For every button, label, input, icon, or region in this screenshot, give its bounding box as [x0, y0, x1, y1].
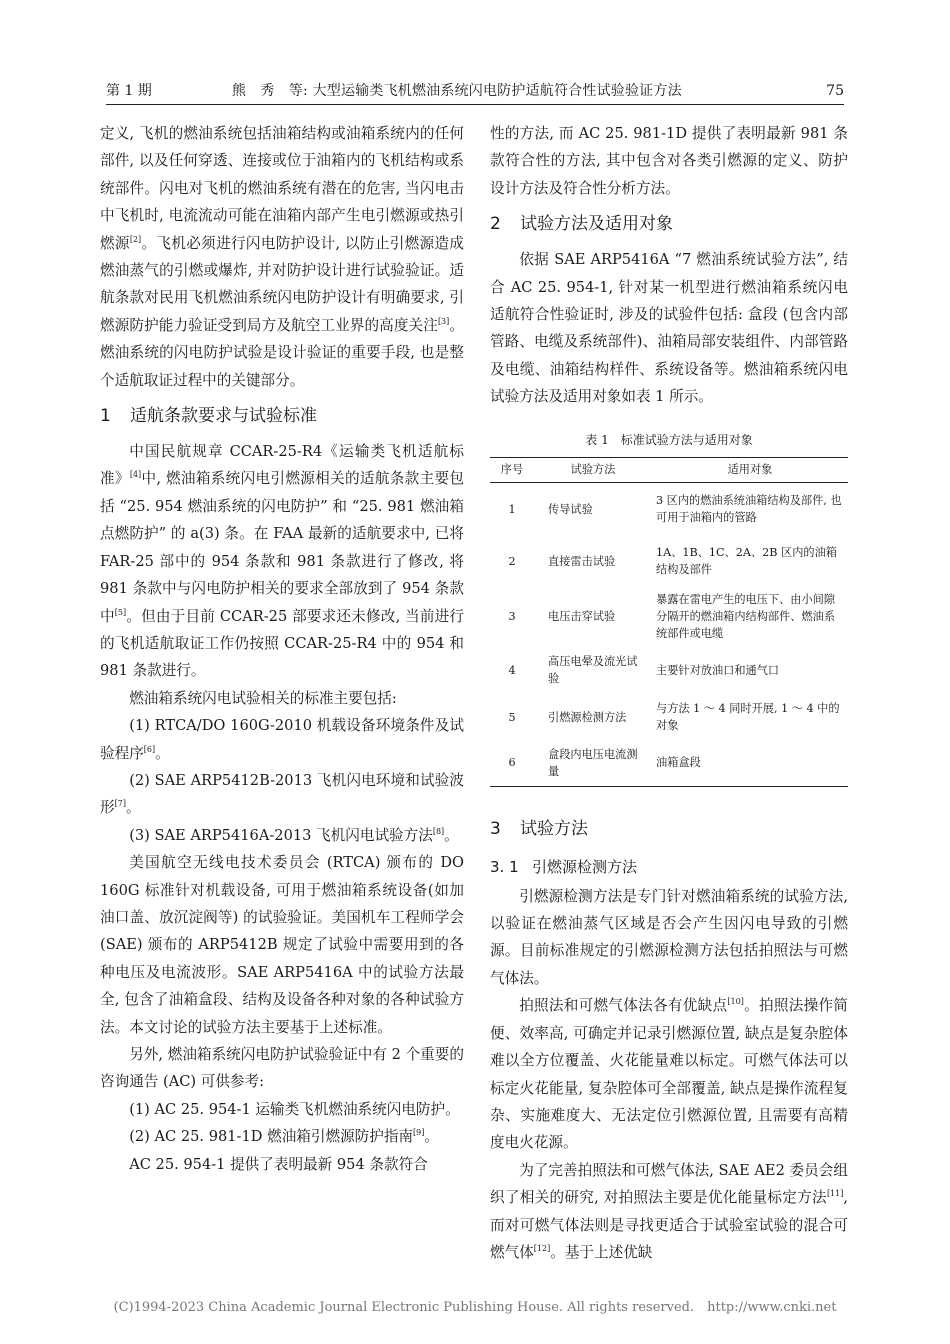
table-cell-no: 2: [508, 554, 516, 568]
table-row: [490, 586, 848, 646]
citation: [4]: [129, 470, 142, 480]
table-caption: 表 1 标准试验方法与适用对象: [585, 432, 753, 447]
table-cell-no: 3: [508, 609, 516, 623]
table-cell-method: 传导试验: [548, 502, 593, 516]
subsection-heading: 3. 1 引燃源检测方法: [490, 857, 638, 876]
left-column: [100, 120, 464, 1178]
methods-table: [490, 457, 848, 787]
list-item: (2) AC 25. 981-1D 燃油箱引燃源防护指南[9]。: [129, 1128, 439, 1146]
copyright-footer: (C)1994-2023 China Academic Journal Electronic Publishing House. All rights reserved. http://www.cnki.net: [113, 1300, 837, 1315]
citation: [8]: [432, 826, 445, 836]
table-cell-target: 1A、1B、1C、2A、2B 区内的油箱结构及部件: [656, 546, 837, 577]
paragraph: 另外, 燃油箱系统闪电防护试验验证中有 2 个重要的咨询通告 (AC) 可供参考:: [100, 1046, 464, 1091]
table-cell-method: 盒段内电压电流测量: [548, 747, 638, 778]
paragraph: 燃油箱系统闪电试验相关的标准主要包括:: [129, 689, 397, 707]
table-cell-target: 与方法 1 ～ 4 同时开展, 1 ～ 4 中的对象: [656, 702, 840, 733]
paragraph: 拍照法和可燃气体法各有优缺点[10]。拍照法操作简便、效率高, 可确定并记录引燃源位置, 缺点是复杂腔体难以全方位覆盖、火花能量难以标定。可燃气体法可以标定火花能量, 复杂腔体可全部覆盖, 缺点是操作流程复杂、实施难度大、无法定位引燃源位置, 且需要有高精度电火花源。: [490, 997, 848, 1152]
citation: [11]: [826, 1189, 844, 1199]
table-header-cell: 序号: [500, 463, 524, 477]
paragraph: AC 25. 954-1 提供了表明最新 954 条款符合: [129, 1155, 428, 1173]
table-cell-method: 引燃源检测方法: [548, 710, 627, 724]
list-item: (1) AC 25. 954-1 运输类飞机燃油系统闪电防护。: [129, 1100, 460, 1118]
table-row: [490, 536, 848, 586]
table-cell-method: 直接雷击试验: [548, 554, 616, 568]
paragraph: 性的方法, 而 AC 25. 981-1D 提供了表明最新 981 条款符合性的方法, 其中包含对各类引燃源的定义、防护设计方法及符合性分析方法。: [490, 125, 848, 197]
table-cell-method: 高压电晕及流光试验: [548, 655, 638, 686]
table-header-cell: 适用对象: [727, 463, 773, 477]
table-cell-no: 5: [508, 710, 516, 724]
list-item: (2) SAE ARP5412B-2013 飞机闪电环境和试验波形[7]。: [100, 771, 464, 817]
paragraph: 中国民航规章 CCAR-25-R4《运输类飞机适航标准》[4]中, 燃油箱系统闪电引燃源相关的适航条款主要包括 “25. 954 燃油系统的闪电防护” 和 “25. 981 燃油箱点燃防护” 的 a(3) 条。在 FAA 最新的适航要求中, 已将 FAR-25 部中的 954 条款和 981 条款进行了修改, 将 981 条款中与闪电防护相关的要求全部放到了 954 条款中[5]。但由于目前 CCAR-25 部要求还未修改, 当前进行的飞机适航取证工作仍按照 CCAR-25-R4 中的 954 和 981 条款进行。: [100, 443, 464, 680]
citation: [9]: [413, 1128, 425, 1138]
citation: [2]: [129, 234, 142, 244]
paragraph: 引燃源检测方法是专门针对燃油箱系统的试验方法, 以验证在燃油蒸气区域是否会产生因闪电导致的引燃源。目前标准规定的引燃源检测方法包括拍照法与可燃气体法。: [490, 887, 848, 987]
table-row: [490, 740, 848, 786]
table-cell-target: 3 区内的燃油系统油箱结构及部件, 也可用于油箱内的管路: [656, 494, 842, 525]
paragraph: 美国航空无线电技术委员会 (RTCA) 颁布的 DO 160G 标准针对机载设备, 可用于燃油箱系统设备(如加油口盖、放沉淀阀等) 的试验验证。美国机车工程师学会 (SAE) 颁布的 ARP5412B 规定了试验中需要用到的各种电压及电流波形。SAE ARP5416A 中的试验方法最全, 包含了油箱盒段、结构及设备各种对象的各种试验方法。本文讨论的试验方法主要基于上述标准。: [100, 854, 464, 1036]
table-row: [490, 482, 848, 536]
citation: [5]: [114, 607, 127, 617]
table-cell-target: 主要针对放油口和通气口: [656, 663, 780, 677]
header-rule: [106, 104, 844, 105]
paragraph: 依据 SAE ARP5416A “7 燃油系统试验方法”, 结合 AC 25. 954-1, 针对某一机型进行燃油箱系统闪电适航符合性验证时, 涉及的试验件包括: 盒段 (包含内部管路、电缆及系统部件)、油箱局部安装组件、内部管路及电缆、油箱结构样件、系统设备等。燃油箱系统闪电试验方法及适用对象如表 1 所示。: [490, 251, 848, 406]
running-title: 熊 秀 等: 大型运输类飞机燃油系统闪电防护适航符合性试验验证方法: [232, 83, 682, 99]
issue-number: 第 1 期: [106, 83, 152, 99]
table-row: [490, 646, 848, 694]
table-header-cell: 试验方法: [570, 463, 616, 477]
citation: [12]: [533, 1244, 551, 1254]
citation: [7]: [114, 799, 126, 809]
table-cell-target: 油箱盒段: [656, 756, 701, 770]
citation: [10]: [727, 997, 744, 1007]
citation: [6]: [143, 744, 156, 754]
table-cell-no: 6: [508, 756, 516, 770]
table-cell-method: 电压击穿试验: [548, 609, 616, 623]
table-header-row: [490, 457, 848, 482]
page-number: 75: [826, 83, 844, 99]
table-cell-no: 4: [508, 663, 516, 677]
list-item: (3) SAE ARP5416A-2013 飞机闪电试验方法[8]。: [129, 826, 459, 844]
list-item: (1) RTCA/DO 160G-2010 机载设备环境条件及试验程序[6]。: [100, 717, 464, 762]
section-heading-2: 2 试验方法及适用对象: [490, 214, 673, 235]
citation: [3]: [437, 316, 450, 326]
table-cell-no: 1: [508, 502, 516, 516]
page-header: [106, 80, 844, 102]
section-heading-3: 3 试验方法: [490, 818, 588, 839]
paragraph: 为了完善拍照法和可燃气体法, SAE AE2 委员会组织了相关的研究, 对拍照法主要是优化能量标定方法[11], 而对可燃气体法则是寻找更适合于试验室试验的混合可燃气体[12]。基于上述优缺: [490, 1161, 848, 1261]
table-row: [490, 694, 848, 740]
right-column: [490, 120, 848, 1266]
paragraph: 定义, 飞机的燃油系统包括油箱结构或油箱系统内的任何部件, 以及任何穿透、连接或位于油箱内的飞机结构或系统部件。闪电对飞机的燃油系统有潜在的危害, 当闪电击中飞机时, 电流流动可能在油箱内部产生电引燃源或热引燃源[2]。飞机必须进行闪电防护设计, 以防止引燃源造成燃油蒸气的引燃或爆炸, 并对防护设计进行试验验证。适航条款对民用飞机燃油系统闪电防护设计有明确要求, 引燃源防护能力验证受到局方及航空工业界的高度关注[3]。燃油系统的闪电防护试验是设计验证的重要手段, 也是整个适航取证过程中的关键部分。: [100, 125, 464, 389]
table-cell-target: 暴露在雷电产生的电压下、由小间隙分隔开的燃油箱内结构部件、燃油系统部件或电缆: [656, 592, 836, 640]
section-heading-1: 1 适航条款要求与试验标准: [100, 406, 317, 427]
